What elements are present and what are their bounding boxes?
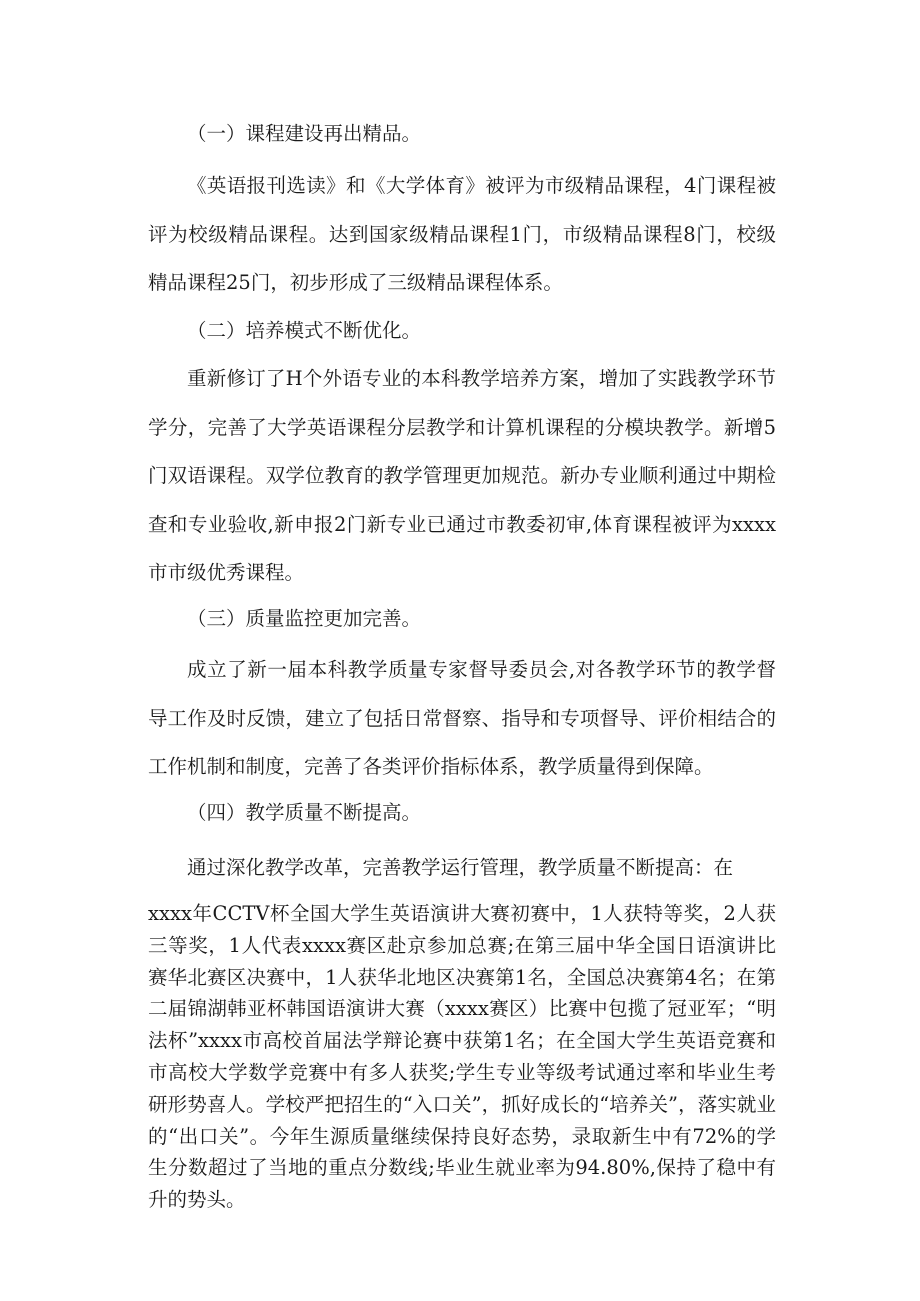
section-3-body: 成立了新一届本科教学质量专家督导委员会,对各教学环节的教学督导工作及时反馈，建立了包括日常督察、指导和专项督导、评价相结合的工作机制和制度，完善了各类评价指标体系，教学质量得到保障。 (148, 658, 776, 778)
section-3-heading: （三）质量监控更加完善。 (187, 607, 422, 630)
section-1-body: 《英语报刊选读》和《大学体育》被评为市级精品课程，4门课程被评为校级精品课程。达到国家级精品课程1门，市级精品课程8门，校级精品课程25门，初步形成了三级精品课程体系。 (148, 174, 776, 294)
section-4-heading: （四）教学质量不断提高。 (187, 801, 422, 824)
section-1-heading: （一）课程建设再出精品。 (187, 122, 422, 145)
section-4-body: xxxx年CCTV杯全国大学生英语演讲大赛初赛中，1人获特等奖，2人获三等奖，1人代表xxxx赛区赴京参加总赛;在第三届中华全国日语演讲比赛华北赛区决赛中，1人获华北地区决赛第1名，全国总决赛第4名；在第二届锦湖韩亚杯韩国语演讲大赛（xxxx赛区）比赛中包揽了冠亚军；“明法杯”xxxx市高校首届法学辩论赛中获第1名；在全国大学生英语竞赛和市高校大学数学竞赛中有多人获奖;学生专业等级考试通过率和毕业生考研形势喜人。学校严把招生的“入口关”，抓好成长的“培养关”，落实就业的“出口关”。今年生源质量继续保持良好态势，录取新生中有72%的学生分数超过了当地的重点分数线;毕业生就业率为94.80%,保持了稳中有升的势头。 (148, 902, 776, 1212)
section-2-body: 重新修订了H个外语专业的本科教学培养方案，增加了实践教学环节学分，完善了大学英语课程分层教学和计算机课程的分模块教学。新增5门双语课程。双学位教育的教学管理更加规范。新办专业顺利通过中期检查和专业验收,新申报2门新专业已通过市教委初审,体育课程被评为xxxx市市级优秀课程。 (148, 367, 776, 584)
section-4-lead: 通过深化教学改革，完善教学运行管理，教学质量不断提高：在 (187, 856, 734, 879)
section-2-heading: （二）培养模式不断优化。 (187, 319, 422, 342)
